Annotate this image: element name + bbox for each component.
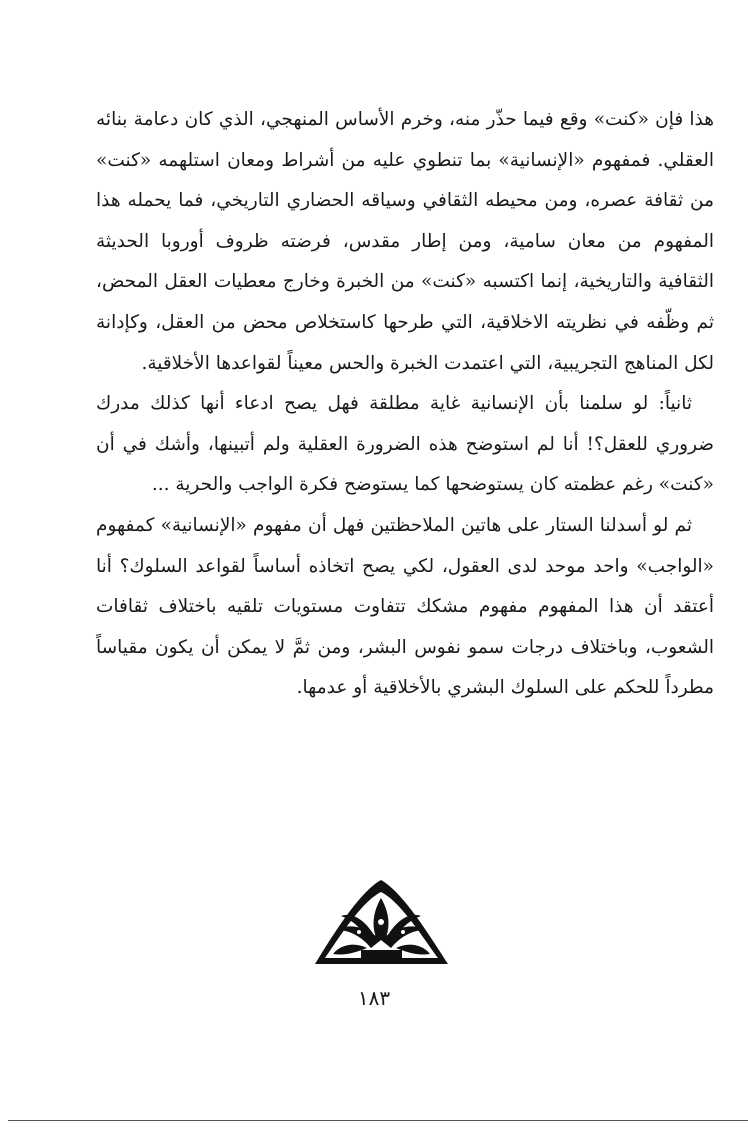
paragraph-2: ثانياً: لو سلمنا بأن الإنسانية غاية مطلقة فهل يصح ادعاء أنها كذلك مدرك ضروري للعقل؟! أنا لم استوضح هذه الضرورة العقلية ولم أتبينها، وأشك في أن «كنت» رغم عظمته كان يستوضحها كما يستوضح فكرة الواجب والحرية ... xyxy=(96,393,714,496)
paragraph-3: ثم لو أسدلنا الستار على هاتين الملاحظتين فهل أن مفهوم «الإنسانية» كمفهوم «الواجب» واحد موحد لدى العقول، لكي يصح اتخاذه أساساً لقواعد السلوك؟ أنا أعتقد أن هذا المفهوم مفهوم مشكك تتفاوت مستويات تلقيه باختلاف ثقافات الشعوب، وباختلاف درجات سمو نفوس البشر، ومن ثمَّ لا يمكن أن يكون مقياساً مطرداً للحكم على السلوك البشري بالأخلاقية أو عدمها. xyxy=(96,514,714,699)
bottom-rule xyxy=(8,1120,748,1121)
paragraph-1: هذا فإن «كنت» وقع فيما حذّر منه، وخرم الأساس المنهجي، الذي كان دعامة بنائه العقلي. فمفهوم «الإنسانية» بما تنطوي عليه من أشراط ومعان استلهمه «كنت» من ثقافة عصره، ومن محيطه الثقافي وسياقه الحضاري التاريخي، فما يحمله هذا المفهوم من معان سامية، ومن إطار مقدس، فرضته ظروف أوروبا الحديثة الثقافية والتاريخية، إنما اكتسبه «كنت» من الخبرة وخارج معطيات العقل المحض، ثم وظّفه في نظريته الاخلاقية، التي طرحها كاستخلاص محض من العقل، وكإدانة لكل المناهج التجريبية، التي اعتمدت الخبرة والحس معيناً لقواعدها الأخلاقية. xyxy=(96,109,714,374)
page-number: ١٨٣ xyxy=(357,986,391,1010)
floral-fleuron-icon xyxy=(311,878,452,966)
page-body xyxy=(96,100,714,709)
